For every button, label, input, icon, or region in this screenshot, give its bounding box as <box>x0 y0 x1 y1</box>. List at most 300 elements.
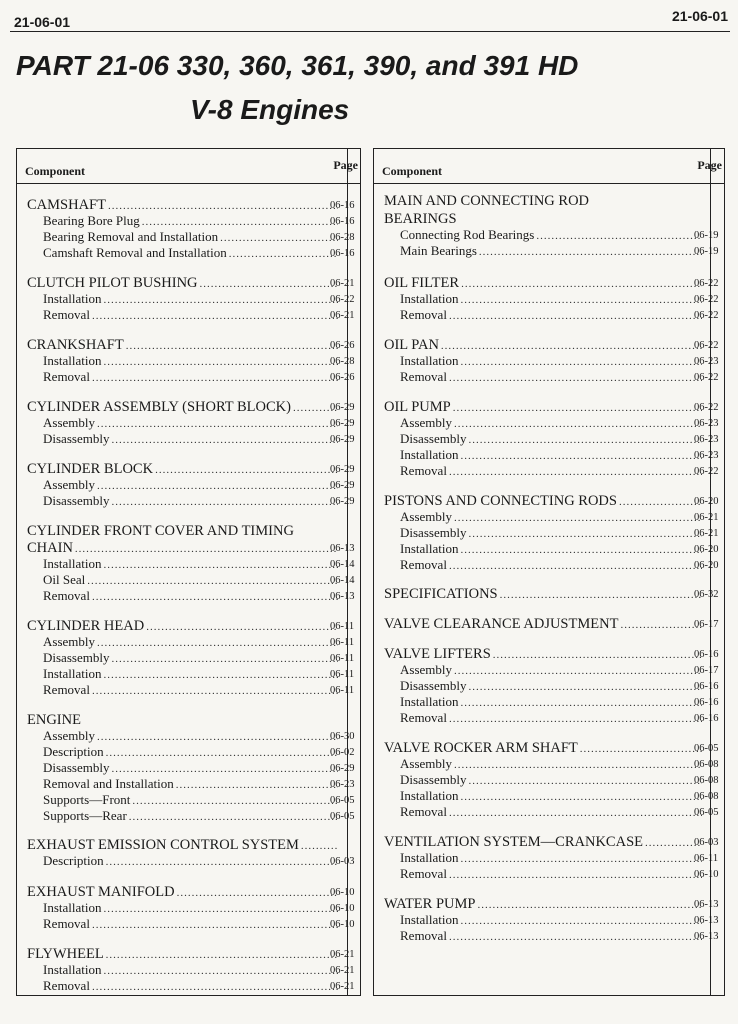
entry-text: CAMSHAFT <box>27 197 106 213</box>
entry-page: 06-26 <box>330 372 355 383</box>
dot-leader <box>126 340 338 352</box>
entry-label <box>43 962 338 978</box>
entry-page: 06-30 <box>330 731 355 742</box>
dot-leader <box>106 856 338 868</box>
entry-label <box>43 307 338 323</box>
dot-leader <box>461 853 703 865</box>
entry-label <box>43 291 338 307</box>
index-entry <box>374 353 724 369</box>
entry-page: 06-23 <box>330 779 355 790</box>
entry-label <box>27 197 338 214</box>
entry-label <box>43 776 338 792</box>
index-entry <box>374 646 724 662</box>
entry-label <box>43 572 338 588</box>
entry-label <box>27 337 338 354</box>
dot-leader <box>104 294 339 306</box>
entry-page: 06-22 <box>694 294 719 305</box>
index-entry <box>374 399 724 415</box>
header-rule <box>10 31 730 32</box>
entry-text: Removal <box>43 369 90 384</box>
dot-leader <box>92 591 338 603</box>
index-entry <box>374 740 724 756</box>
index-entry <box>17 588 360 604</box>
entry-page: 06-20 <box>694 496 719 507</box>
entry-page: 06-21 <box>694 528 719 539</box>
entry-page: 06-08 <box>694 775 719 786</box>
dot-leader <box>493 649 702 661</box>
dot-leader <box>454 418 702 430</box>
dot-leader <box>92 685 338 697</box>
index-entry <box>17 978 360 994</box>
entry-label <box>384 896 702 913</box>
entry-label <box>43 353 338 369</box>
index-entry <box>17 808 360 824</box>
index-entry <box>374 662 724 678</box>
entry-page: 06-21 <box>330 965 355 976</box>
dot-leader <box>301 840 338 852</box>
entry-label <box>43 682 338 698</box>
index-entry <box>374 463 724 479</box>
entry-text: Bearing Removal and Installation <box>43 229 219 244</box>
dot-leader <box>104 559 339 571</box>
index-entry <box>17 776 360 792</box>
entry-label <box>384 275 702 292</box>
entry-label <box>400 541 702 557</box>
index-entry <box>17 650 360 666</box>
entry-page: 06-05 <box>694 807 719 818</box>
entry-page: 06-29 <box>330 434 355 445</box>
entry-label <box>43 900 338 916</box>
entry-label <box>400 525 702 541</box>
entry-page: 06-21 <box>694 512 719 523</box>
column-header <box>374 149 724 184</box>
index-entry <box>17 900 360 916</box>
entry-page: 06-11 <box>330 669 355 680</box>
dot-leader <box>97 731 338 743</box>
entry-text: Camshaft Removal and Installation <box>43 245 227 260</box>
index-entry <box>17 197 360 213</box>
entry-text: Description <box>43 853 104 868</box>
entry-text: CYLINDER BLOCK <box>27 461 154 477</box>
index-entry <box>17 291 360 307</box>
dot-leader <box>449 372 702 384</box>
index-entry <box>374 415 724 431</box>
entry-page: 06-29 <box>330 464 355 475</box>
dot-leader <box>449 466 702 478</box>
index-entry <box>374 431 724 447</box>
entry-text: Disassembly <box>43 431 110 446</box>
entry-text: Removal <box>400 463 447 478</box>
entry-label <box>43 650 338 666</box>
entry-label <box>400 662 702 678</box>
entry-label <box>27 275 338 292</box>
entry-page: 06-23 <box>694 434 719 445</box>
component-header: Component <box>25 164 86 178</box>
header-left-code: 21-06-01 <box>14 14 71 30</box>
entry-label <box>384 193 702 210</box>
index-entry <box>374 275 724 291</box>
page-title: PART 21-06 330, 360, 361, 390, and 391 HD <box>16 50 579 81</box>
entry-text: Removal <box>400 866 447 881</box>
entry-label <box>27 461 338 478</box>
entry-text: Assembly <box>400 509 452 524</box>
index-entry <box>17 837 360 853</box>
entry-label <box>400 756 702 772</box>
index-entry <box>374 447 724 463</box>
index-entry <box>17 213 360 229</box>
entry-text: Disassembly <box>400 772 467 787</box>
entry-text: VALVE ROCKER ARM SHAFT <box>384 740 578 756</box>
entry-label <box>400 788 702 804</box>
entry-label <box>384 586 702 603</box>
entry-page: 06-08 <box>694 759 719 770</box>
entry-text: SPECIFICATIONS <box>384 586 498 602</box>
index-entry <box>17 682 360 698</box>
entry-text: Assembly <box>43 728 95 743</box>
dot-leader <box>461 450 703 462</box>
dot-leader <box>111 653 338 665</box>
dot-leader <box>461 915 703 927</box>
entry-text: CYLINDER FRONT COVER AND TIMING <box>27 523 294 539</box>
index-entry <box>374 866 724 882</box>
entry-page: 06-29 <box>330 402 355 413</box>
entry-label <box>27 618 338 635</box>
index-column-right <box>373 148 725 996</box>
index-entry <box>17 962 360 978</box>
entry-label <box>43 213 338 229</box>
entry-text: Installation <box>43 353 102 368</box>
dot-leader <box>454 759 702 771</box>
entry-text: Installation <box>400 447 459 462</box>
entry-label <box>27 523 338 540</box>
entry-text: Installation <box>43 666 102 681</box>
entry-label <box>400 678 702 694</box>
entry-label <box>400 227 702 243</box>
entry-text: BEARINGS <box>384 211 457 227</box>
entry-label <box>43 229 338 245</box>
dot-leader <box>461 544 703 556</box>
index-entry <box>374 369 724 385</box>
dot-leader <box>461 697 703 709</box>
entry-text: Installation <box>43 556 102 571</box>
entry-page: 06-22 <box>694 310 719 321</box>
entry-text: Installation <box>400 788 459 803</box>
index-entry <box>17 415 360 431</box>
entry-label <box>400 463 702 479</box>
entry-page: 06-14 <box>330 575 355 586</box>
entry-label <box>27 712 338 729</box>
entry-page: 06-02 <box>330 747 355 758</box>
entry-text: OIL FILTER <box>384 275 460 291</box>
entry-label <box>400 850 702 866</box>
index-entry <box>374 557 724 573</box>
entry-text: Removal <box>43 978 90 993</box>
entry-page: 06-11 <box>330 637 355 648</box>
dot-leader <box>104 903 339 915</box>
entry-text: Description <box>43 744 104 759</box>
entry-text: Installation <box>400 850 459 865</box>
entry-label <box>43 744 338 760</box>
entry-text: Disassembly <box>43 760 110 775</box>
entry-page: 06-05 <box>330 795 355 806</box>
dot-leader <box>453 402 702 414</box>
dot-leader <box>468 681 702 693</box>
entry-page: 06-22 <box>694 278 719 289</box>
entry-text: VALVE CLEARANCE ADJUSTMENT <box>384 616 619 632</box>
dot-leader <box>479 246 702 258</box>
entry-text: Removal <box>43 588 90 603</box>
dot-leader <box>111 496 338 508</box>
entry-text: Assembly <box>400 756 452 771</box>
entry-page: 06-05 <box>330 811 355 822</box>
entry-label <box>384 616 702 633</box>
index-entry <box>374 616 724 632</box>
entry-text: CHAIN <box>27 540 73 556</box>
entry-page: 06-17 <box>694 619 719 630</box>
entry-page: 06-21 <box>330 310 355 321</box>
entry-page: 06-11 <box>330 653 355 664</box>
entry-text: Removal <box>400 928 447 943</box>
index-table <box>16 148 722 996</box>
entry-label <box>400 804 702 820</box>
dot-leader <box>111 763 338 775</box>
entry-label <box>400 447 702 463</box>
entry-page: 06-05 <box>694 743 719 754</box>
entry-text: Removal <box>400 710 447 725</box>
entry-page: 06-14 <box>330 559 355 570</box>
index-entry <box>374 928 724 944</box>
dot-leader <box>461 294 703 306</box>
entry-text: Removal <box>400 369 447 384</box>
entry-page: 06-03 <box>330 856 355 867</box>
entry-page: 06-13 <box>694 899 719 910</box>
entry-label <box>43 728 338 744</box>
column-header <box>17 149 360 184</box>
index-entry <box>17 493 360 509</box>
entry-text: Main Bearings <box>400 243 477 258</box>
index-entry <box>374 493 724 509</box>
entry-page: 06-23 <box>694 418 719 429</box>
index-entry <box>374 509 724 525</box>
index-entry <box>17 572 360 588</box>
entry-text: CLUTCH PILOT BUSHING <box>27 275 198 291</box>
index-entry <box>17 307 360 323</box>
entry-page: 06-22 <box>694 372 719 383</box>
entry-page: 06-10 <box>330 919 355 930</box>
entry-label <box>400 557 702 573</box>
entry-text: Supports—Front <box>43 792 131 807</box>
entry-page: 06-21 <box>330 949 355 960</box>
entry-page: 06-19 <box>694 246 719 257</box>
dot-leader <box>619 496 702 508</box>
entry-text: Installation <box>43 900 102 915</box>
entry-page: 06-16 <box>694 681 719 692</box>
index-entry <box>17 229 360 245</box>
dot-leader <box>449 310 702 322</box>
entry-page: 06-11 <box>330 621 355 632</box>
entry-label <box>400 912 702 928</box>
entry-text: CRANKSHAFT <box>27 337 124 353</box>
index-entry <box>17 884 360 900</box>
entry-text: OIL PAN <box>384 337 439 353</box>
entry-text: VALVE LIFTERS <box>384 646 491 662</box>
entry-label <box>43 588 338 604</box>
index-entry <box>374 337 724 353</box>
index-entry <box>374 243 724 259</box>
index-entry <box>17 369 360 385</box>
dot-leader <box>129 811 338 823</box>
dot-leader <box>75 543 338 555</box>
entry-label <box>400 307 702 323</box>
index-entry <box>17 916 360 932</box>
index-entry <box>374 756 724 772</box>
index-entry <box>374 678 724 694</box>
dot-leader <box>620 619 702 631</box>
entry-label <box>400 928 702 944</box>
entry-text: Removal <box>400 557 447 572</box>
dot-leader <box>92 981 338 993</box>
dot-leader <box>92 372 338 384</box>
dot-leader <box>87 575 338 587</box>
entry-label <box>400 509 702 525</box>
entry-text: Removal and Installation <box>43 776 174 791</box>
index-entry <box>17 946 360 962</box>
index-entry <box>17 353 360 369</box>
entry-label <box>384 399 702 416</box>
index-entry <box>374 772 724 788</box>
index-entry <box>17 792 360 808</box>
entry-page: 06-21 <box>330 981 355 992</box>
index-entry <box>17 431 360 447</box>
dot-leader <box>106 949 338 961</box>
index-entry <box>374 586 724 602</box>
entry-page: 06-13 <box>330 591 355 602</box>
entry-label <box>27 399 338 416</box>
dot-leader <box>500 589 702 601</box>
entry-text: Removal <box>400 804 447 819</box>
entry-page: 06-28 <box>330 232 355 243</box>
page-header: Page <box>333 158 358 172</box>
entry-label <box>400 291 702 307</box>
dot-leader <box>142 216 338 228</box>
entry-page: 06-22 <box>330 294 355 305</box>
entry-page: 06-20 <box>694 544 719 555</box>
dot-leader <box>108 200 338 212</box>
entry-label <box>400 243 702 259</box>
entry-text: ENGINE <box>27 712 81 728</box>
entry-label <box>43 556 338 572</box>
page-subtitle: V-8 Engines <box>190 94 350 125</box>
index-entry <box>17 760 360 776</box>
index-entry <box>374 788 724 804</box>
entry-label <box>43 431 338 447</box>
entry-label <box>43 978 338 994</box>
dot-leader <box>155 464 338 476</box>
index-entry <box>374 291 724 307</box>
index-entry <box>374 896 724 912</box>
index-entry <box>374 694 724 710</box>
entry-label <box>43 853 338 869</box>
dot-leader <box>92 919 338 931</box>
entry-label <box>400 710 702 726</box>
entry-page: 06-29 <box>330 763 355 774</box>
entry-text: Disassembly <box>400 431 467 446</box>
index-entry <box>374 525 724 541</box>
entry-page: 06-10 <box>330 903 355 914</box>
page-header: Page <box>697 158 722 172</box>
index-entry <box>374 541 724 557</box>
entry-label <box>384 740 702 757</box>
entry-text: Disassembly <box>43 493 110 508</box>
index-entry <box>374 211 724 227</box>
index-entry <box>17 275 360 291</box>
entry-text: Assembly <box>400 662 452 677</box>
index-entry <box>17 540 360 556</box>
entry-label <box>400 772 702 788</box>
entry-page: 06-29 <box>330 480 355 491</box>
entry-text: Oil Seal <box>43 572 86 587</box>
entry-page: 06-28 <box>330 356 355 367</box>
dot-leader <box>104 669 339 681</box>
entry-label <box>384 337 702 354</box>
entry-page: 06-32 <box>694 589 719 600</box>
index-entry <box>17 461 360 477</box>
index-entry <box>17 666 360 682</box>
dot-leader <box>477 899 702 911</box>
entry-text: Removal <box>43 307 90 322</box>
index-entry <box>17 728 360 744</box>
dot-leader <box>441 340 702 352</box>
entry-page: 06-21 <box>330 278 355 289</box>
entry-page: 06-22 <box>694 340 719 351</box>
dot-leader <box>104 965 339 977</box>
dot-leader <box>449 807 702 819</box>
entry-label <box>384 493 702 510</box>
dot-leader <box>461 278 702 290</box>
entry-page: 06-19 <box>694 230 719 241</box>
entry-text: Disassembly <box>400 678 467 693</box>
dot-leader <box>454 512 702 524</box>
entry-text: FLYWHEEL <box>27 946 104 962</box>
dot-leader <box>111 434 338 446</box>
entry-text: Removal <box>400 307 447 322</box>
entry-text: MAIN AND CONNECTING ROD <box>384 193 590 209</box>
index-entry <box>374 834 724 850</box>
index-entry <box>374 227 724 243</box>
entry-page: 06-16 <box>694 649 719 660</box>
entry-text: WATER PUMP <box>384 896 476 912</box>
entry-page: 06-17 <box>694 665 719 676</box>
entry-label <box>400 866 702 882</box>
index-entry <box>374 710 724 726</box>
entry-page: 06-16 <box>330 216 355 227</box>
entry-text: Installation <box>400 912 459 927</box>
entry-text: Installation <box>400 541 459 556</box>
dot-leader <box>449 931 702 943</box>
entry-page: 06-20 <box>694 560 719 571</box>
entry-label <box>384 646 702 663</box>
dot-leader <box>468 434 702 446</box>
dot-leader <box>177 887 338 899</box>
entry-page: 06-23 <box>694 450 719 461</box>
entry-text: Installation <box>400 291 459 306</box>
dot-leader <box>229 248 338 260</box>
entry-text: Removal <box>43 916 90 931</box>
dot-leader <box>106 747 338 759</box>
entry-label <box>43 415 338 431</box>
entry-text: Disassembly <box>400 525 467 540</box>
index-entry <box>17 853 360 869</box>
